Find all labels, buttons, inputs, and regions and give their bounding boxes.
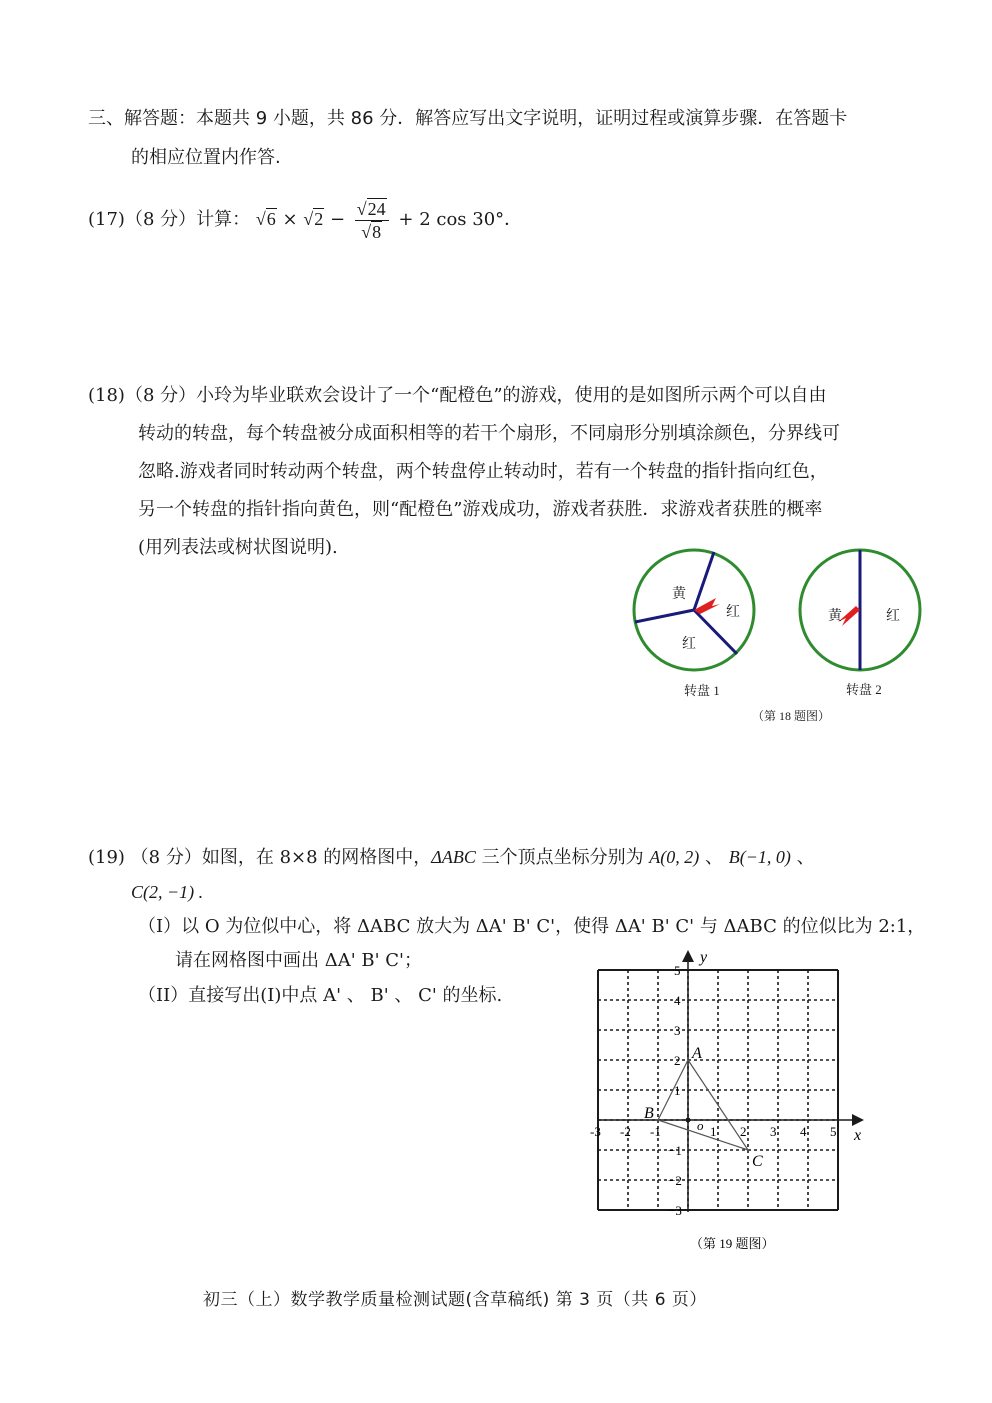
q17-label: (17)（8 分）计算： bbox=[88, 209, 251, 230]
q19-sep1: 、 bbox=[699, 847, 729, 868]
point-b-label: B bbox=[644, 1105, 654, 1122]
q19-point-b-coord: B(−1, 0) bbox=[728, 847, 791, 867]
q19-point-a-coord: A(0, 2) bbox=[649, 847, 700, 867]
x-tick-label: 5 bbox=[830, 1124, 837, 1139]
origin-label: o bbox=[697, 1118, 704, 1133]
fig18-caption: （第 18 题图） bbox=[752, 709, 831, 723]
q19-sep2: 、 bbox=[790, 847, 815, 868]
frac-numerator: 24 bbox=[367, 198, 386, 219]
x-tick-label: 2 bbox=[740, 1124, 747, 1139]
sqrt-2: √2 bbox=[303, 209, 324, 229]
q19-line1-mid: 三个顶点坐标分别为 bbox=[475, 847, 650, 868]
point-c-label: C bbox=[752, 1153, 763, 1170]
spinner-1-label-yellow: 黄 bbox=[672, 587, 686, 602]
x-tick-label: -3 bbox=[590, 1124, 601, 1139]
spinner-2 bbox=[800, 550, 920, 697]
q19-line1-intro: (19) （8 分）如图，在 8×8 的网格图中， bbox=[88, 847, 432, 868]
y-tick-label: 1 bbox=[674, 1083, 681, 1098]
triangle-abc bbox=[658, 1060, 748, 1150]
q19-part2: （II）直接写出(Ⅰ)中点 A' 、 B' 、 C' 的坐标. bbox=[138, 985, 503, 1006]
y-tick-label: 2 bbox=[674, 1053, 681, 1068]
q18-line5: (用列表法或树状图说明). bbox=[138, 537, 338, 558]
origin-point bbox=[686, 1118, 691, 1123]
spinners-figure bbox=[620, 540, 940, 740]
y-tick-label: −2 bbox=[668, 1173, 682, 1188]
q18-line1: (18)（8 分）小玲为毕业联欢会设计了一个“配橙色”的游戏，使用的是如图所示两个可以自由 bbox=[88, 385, 827, 406]
spinner-1 bbox=[634, 550, 754, 698]
grid-lines bbox=[598, 970, 838, 1210]
y-axis-label: y bbox=[700, 949, 708, 966]
x-tick-labels bbox=[590, 1124, 837, 1139]
y-tick-label: 5 bbox=[674, 963, 681, 978]
section-title-line1: 三、解答题：本题共 9 小题，共 86 分．解答应写出文字说明，证明过程或演算步骤．在答题卡 bbox=[88, 108, 848, 129]
q17-tail: + 2 cos 30°． bbox=[398, 209, 523, 230]
times-sign: × bbox=[282, 209, 298, 230]
frac-denominator: 8 bbox=[372, 221, 382, 242]
spinner-2-caption: 转盘 2 bbox=[846, 682, 882, 697]
section-title-line2: 的相应位置内作答. bbox=[131, 147, 281, 168]
point-a-label: A bbox=[692, 1045, 702, 1062]
q18-line3: 忽略.游戏者同时转动两个转盘，两个转盘停止转动时，若有一个转盘的指针指向红色， bbox=[138, 461, 828, 482]
x-tick-label: 1 bbox=[710, 1124, 717, 1139]
spinner-1-divider-left bbox=[635, 610, 694, 622]
sqrt-6: √6 bbox=[255, 209, 276, 229]
x-tick-label: 4 bbox=[800, 1124, 807, 1139]
x-tick-label: -2 bbox=[620, 1124, 631, 1139]
y-tick-label: −3 bbox=[668, 1203, 682, 1218]
fig19-caption: （第 19 题图） bbox=[690, 1236, 775, 1251]
q19-part1-line1: （I）以 O 为位似中心，将 ΔABC 放大为 ΔA' B' C'，使得 ΔA' B' C' 与 ΔABC 的位似比为 2:1， bbox=[138, 916, 926, 937]
page-footer: 初三（上）数学教学质量检测试题(含草稿纸) 第 3 页（共 6 页） bbox=[203, 1290, 707, 1310]
y-axis-arrow bbox=[682, 950, 694, 962]
q19-line2: C(2, −1) . bbox=[131, 882, 204, 902]
q18-line4: 另一个转盘的指针指向黄色，则“配橙色”游戏成功，游戏者获胜．求游戏者获胜的概率 bbox=[138, 499, 823, 520]
q19-line1 bbox=[88, 845, 815, 870]
spinner-1-label-red-bottom: 红 bbox=[682, 637, 696, 652]
coordinate-grid-figure bbox=[590, 940, 880, 1260]
fraction: $\frac{√24}{√8}$ bbox=[355, 198, 389, 243]
minus-sign: − bbox=[329, 209, 346, 230]
y-tick-label: 4 bbox=[674, 993, 681, 1008]
y-tick-label: −1 bbox=[668, 1143, 682, 1158]
x-axis-label: x bbox=[854, 1127, 862, 1144]
x-tick-label: 3 bbox=[770, 1124, 777, 1139]
x-axis-arrow bbox=[852, 1114, 864, 1126]
q18-line2: 转动的转盘，每个转盘被分成面积相等的若干个扇形，不同扇形分别填涂颜色，分界线可 bbox=[138, 423, 840, 444]
x-tick-label: -1 bbox=[650, 1124, 661, 1139]
spinner-2-label-red: 红 bbox=[886, 609, 900, 624]
spinner-1-label-red-right: 红 bbox=[726, 605, 740, 620]
spinner-1-caption: 转盘 1 bbox=[684, 683, 720, 698]
y-tick-label: 3 bbox=[674, 1023, 681, 1038]
spinner-2-label-yellow: 黄 bbox=[828, 609, 842, 624]
q19-part1-line2: 请在网格图中画出 ΔA' B' C'； bbox=[175, 950, 423, 971]
question-17 bbox=[88, 194, 522, 250]
q19-triangle: ΔABC bbox=[431, 847, 476, 867]
